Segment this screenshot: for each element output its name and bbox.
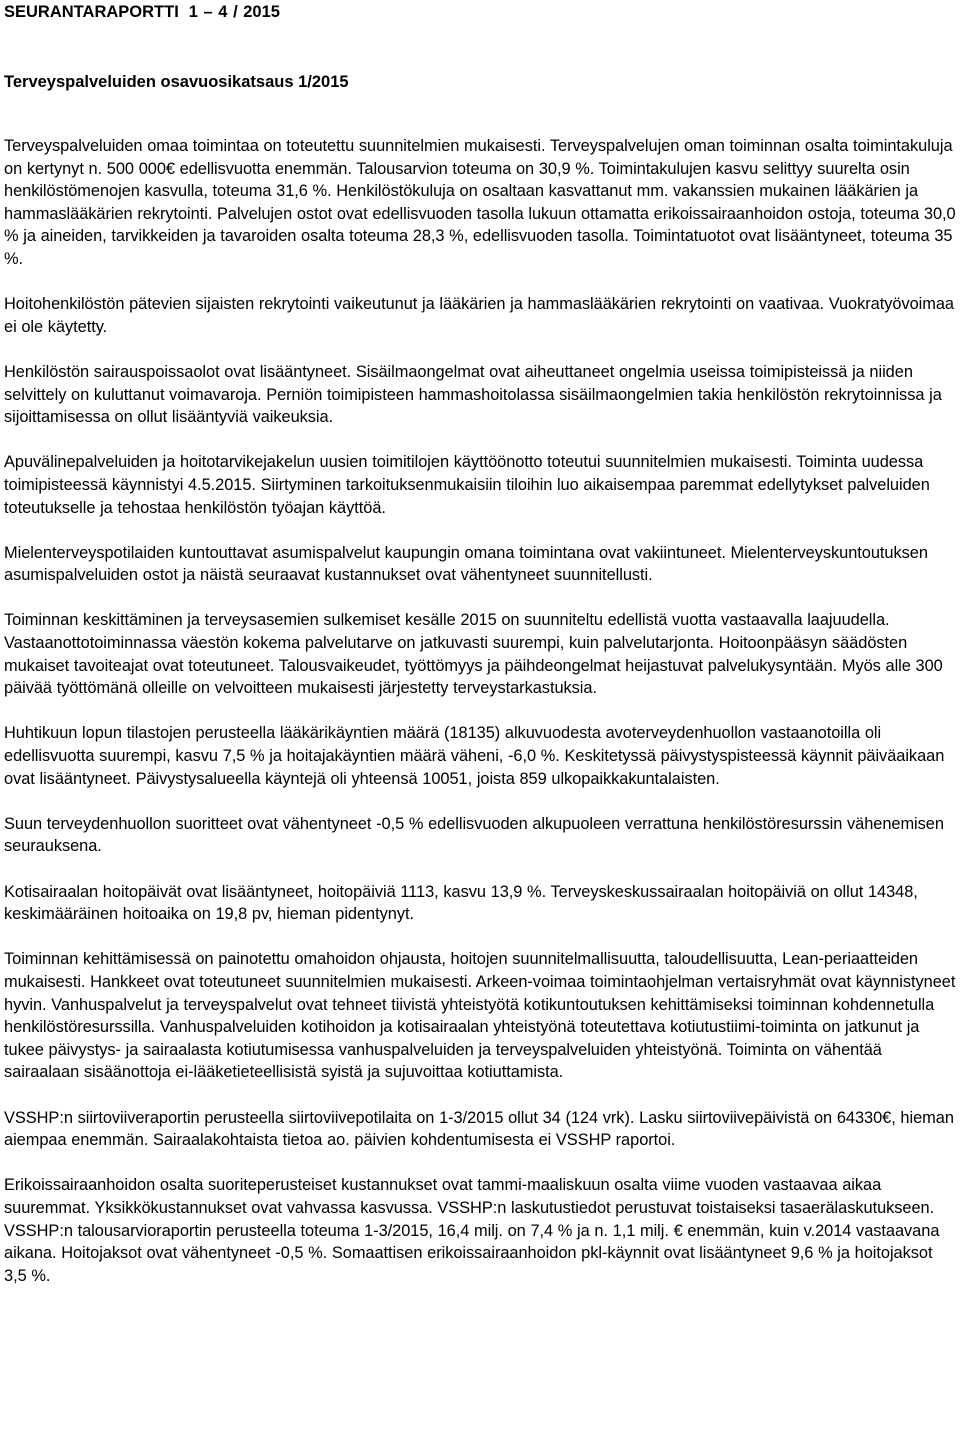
report-header bbox=[4, 0, 956, 23]
paragraph-finances: Terveyspalveluiden omaa toimintaa on toteutettu suunnitelmien mukaisesti. Terveyspalvelujen oman toiminnan osalta toimintakuluja on kertynyt n. 500 000€ edellisvuotta enemmän. Talousarvion toteuma on 30,9 %. Toimintakulujen kasvu selittyy suurelta osin henkilöstömenojen kasvulla, toteuma 31,6 %. Henkilöstökuluja on osaltaan kasvattanut mm. vakanssien mukainen lääkärien ja hammaslääkärien rekrytointi. Palvelujen ostot ovat edellisvuoden tasolla lukuun ottamatta erikoissairaanhoidon ostoja, toteuma 30,0 % ja aineiden, tarvikkeiden ja tavaroiden osalta toteuma 28,3 %, edellisvuoden tasolla. Toimintatuotot ovat lisääntyneet, toteuma 35 %. bbox=[4, 137, 956, 268]
paragraph-summer-closures: Toiminnan keskittäminen ja terveysasemien sulkemiset kesälle 2015 on suunniteltu edellistä vuotta vastaavalla laajuudella. Vastaanottotoiminnassa väestön kokema palvelutarve on jatkuvasti suurempi, kuin palvelutarjonta. Hoitoonpääsyn säädösten mukaiset tavoiteajat ovat toteutuneet. Talousvaikeudet, työttömyys ja päihdeongelmat heijastuvat palvelukysyntään. Myös alle 300 päivää työttömänä olleille on velvoitteen mukaisesti järjestetty terveystarkastuksia. bbox=[4, 611, 943, 698]
paragraph-sick-leave: Henkilöstön sairauspoissaolot ovat lisääntyneet. Sisäilmaongelmat ovat aiheuttaneet ongelmia useissa toimipisteissä ja niiden selvittely on kuluttanut voimavaroja. Perniön toimipisteen hammashoitolassa sisäilmaongelmien takia henkilöstön rekrytoinnissa ja sijoittamisessa on ollut lisääntyviä vaikeuksia. bbox=[4, 362, 942, 427]
paragraph-transfer-delay: VSSHP:n siirtoviiveraportin perusteella siirtoviivepotilaita on 1-3/2015 ollut 34 (124 vrk). Lasku siirtoviivepäivistä on 64330€, hieman aiempaa enemmän. Sairaalakohtaista tietoa ao. päivien kohdentumisesta ei VSSHP raportoi. bbox=[4, 1108, 954, 1150]
paragraph-aids-services: Apuvälinepalveluiden ja hoitotarvikejakelun uusien toimitilojen käyttöönotto toteutui suunnitelmien mukaisesti. Toiminta uudessa toimipisteessä käynnistyi 4.5.2015. Siirtyminen tarkoituksenmukaisiin tiloihin luo aikaisempaa paremmat edellytykset palveluiden toteutukselle ja tehostaa henkilöstön työajan käyttöä. bbox=[4, 453, 930, 517]
report-period: 1 – 4 / 2015 bbox=[188, 3, 280, 21]
report-title: SEURANTARAPORTTI bbox=[4, 3, 179, 21]
paragraph-hospital-days: Kotisairaalan hoitopäivät ovat lisääntyneet, hoitopäiviä 1113, kasvu 13,9 %. Terveyskeskussairaalan hoitopäiviä on ollut 14348, keskimääräinen hoitoaika on 19,8 pv, hieman pidentynyt. bbox=[4, 882, 918, 924]
report-subtitle: Terveyspalveluiden osavuosikatsaus 1/2015 bbox=[4, 73, 349, 91]
paragraph-visit-statistics: Huhtikuun lopun tilastojen perusteella lääkärikäyntien määrä (18135) alkuvuodesta avoterveydenhuollon vastaanotoilla oli edellisvuotta suurempi, kasvu 7,5 % ja hoitajakäyntien määrä väheni, -6,0 %. Keskitetyssä päivystyspisteessä käynnit päiväaikaan ovat lisääntyneet. Päivystysalueella käyntejä oli yhteensä 10051, joista 859 ulkopaikkakuntalaisten. bbox=[4, 724, 945, 788]
paragraph-dental-care: Suun terveydenhuollon suoritteet ovat vähentyneet -0,5 % edellisvuoden alkupuoleen verrattuna henkilöstöresurssin vähenemisen seurauksena. bbox=[4, 814, 944, 856]
paragraph-specialized-care: Erikoissairaanhoidon osalta suoriteperusteiset kustannukset ovat tammi-maaliskuun osalta viime vuoden vastaavaa aikaa suuremmat. Yksikkökustannukset ovat vahvassa kasvussa. VSSHP:n laskutustiedot perustuvat toistaiseksi tasaerälaskutukseen. VSSHP:n talousarvioraportin perusteella toteuma 1-3/2015, 16,4 milj. on 7,4 % ja n. 1,1 milj. € enemmän, kuin v.2014 vastaavana aikana. Hoitojaksot ovat vähentyneet -0,5 %. Somaattisen erikoissairaanhoidon pkl-käynnit ovat lisääntyneet 9,6 % ja hoitojaksot 3,5 %. bbox=[4, 1176, 940, 1285]
paragraph-recruitment: Hoitohenkilöstön pätevien sijaisten rekrytointi vaikeutunut ja lääkärien ja hammaslääkärien rekrytointi on vaativaa. Vuokratyövoimaa ei ole käytetty. bbox=[4, 295, 954, 336]
paragraph-development: Toiminnan kehittämisessä on painotettu omahoidon ohjausta, hoitojen suunnitelmallisuutta, taloudellisuutta, Lean-periaatteiden mukaisesti. Hankkeet ovat toteutuneet suunnitelmien mukaisesti. Arkeen-voimaa toimintaohjelman vertaisryhmät ovat käynnistyneet hyvin. Vanhuspalvelut ja terveyspalvelut ovat tehneet tiivistä yhteistyötä kotikuntoutuksen kehittämiseksi toiminnan kohdennetulla henkilöstöresurssilla. Vanhuspalveluiden kotihoidon ja kotisairaalan yhteistyönä toteutettava kotiutustiimi-toiminta on jatkunut ja tukee päivystys- ja sairaalasta kotiutumisessa vanhuspalveluiden ja terveyspalveluiden yhteistyönä. Toiminta on vähentää sairaalaan sisäänottoja ei-lääketieteellisistä syistä ja sujuvoittaa kotiuttamista. bbox=[4, 950, 956, 1082]
report-body bbox=[4, 135, 956, 1287]
paragraph-mental-health: Mielenterveyspotilaiden kuntouttavat asumispalvelut kaupungin omana toimintana ovat vakiintuneet. Mielenterveyskuntoutuksen asumispalveluiden ostot ja näistä seuraavat kustannukset ovat vähentyneet suunnitellusti. bbox=[4, 543, 928, 585]
